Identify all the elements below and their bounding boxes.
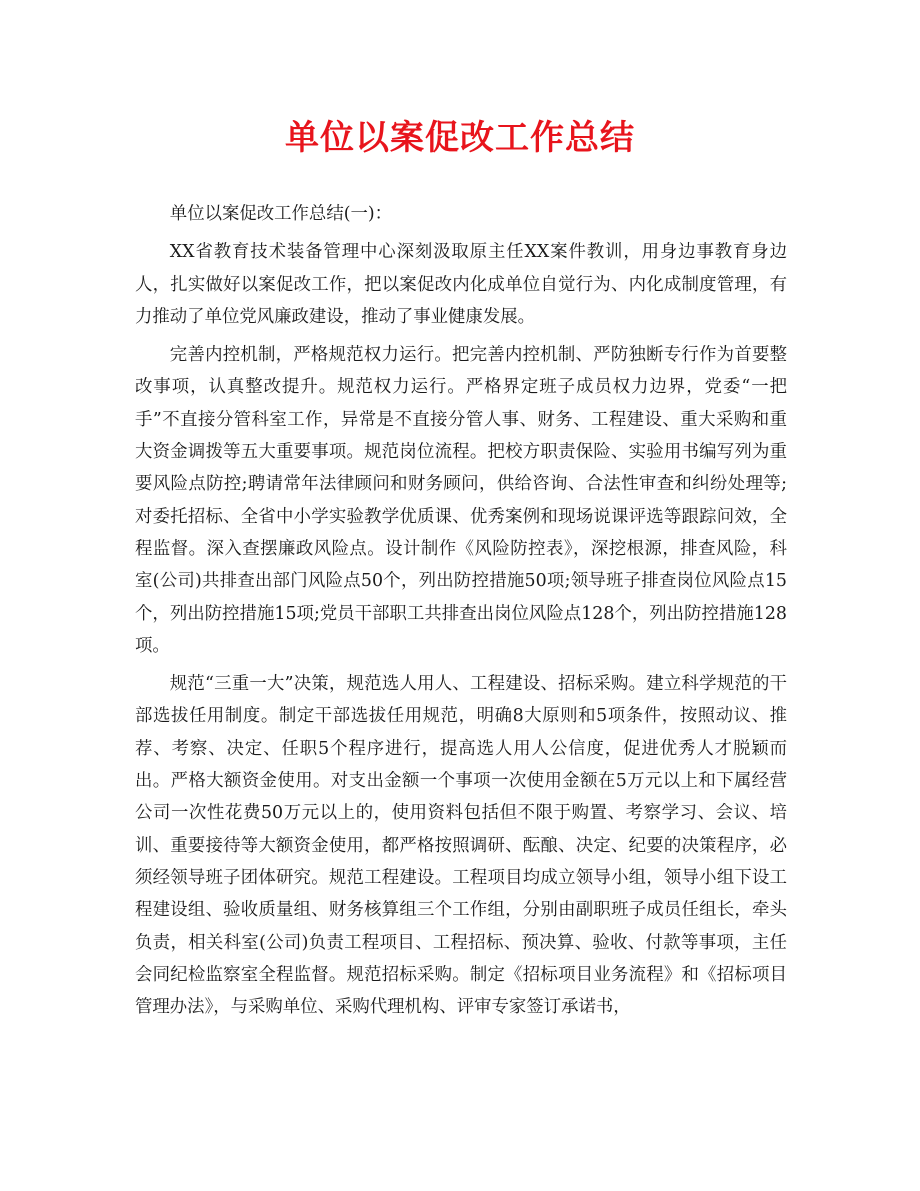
paragraph-internal-control: 完善内控机制，严格规范权力运行。把完善内控机制、严防独断专行作为首要整改事项，认真整改提升。规范权力运行。严格界定班子成员权力边界，党委“一把手”不直接分管科室工作，异常是不直接分管人事、财务、工程建设、重大采购和重大资金调拨等五大重要事项。规范岗位流程。把校方职责保险、实验用书编写列为重要风险点防控;聘请常年法律顾问和财务顾问，供给咨询、合法性审查和纠纷处理等;对委托招标、全省中小学实验教学优质课、优秀案例和现场说课评选等跟踪问效，全程监督。深入查摆廉政风险点。设计制作《风险防控表》，深挖根源，排查风险，科室(公司)共排查出部门风险点50个，列出防控措施50项;领导班子排查岗位风险点15个，列出防控措施15项;党员干部职工共排查出岗位风险点128个，列出防控措施128项。 bbox=[135, 345, 787, 656]
paragraph-subtitle: 单位以案促改工作总结(一)： bbox=[169, 204, 393, 224]
document-body bbox=[135, 198, 787, 1029]
document-title: 单位以案促改工作总结 bbox=[285, 118, 635, 158]
paragraph-decision-making: 规范“三重一大”决策，规范选人用人、工程建设、招标采购。建立科学规范的干部选拔任用制度。制定干部选拔任用规范，明确8大原则和5项条件，按照动议、推荐、考察、决定、任职5个程序进行，提高选人用人公信度，促进优秀人才脱颖而出。严格大额资金使用。对支出金额一个事项一次使用金额在5万元以上和下属经营公司一次性花费50万元以上的，使用资料包括但不限于购置、考察学习、会议、培训、重要接待等大额资金使用，都严格按照调研、酝酿、决定、纪要的决策程序，必须经领导班子团体研究。规范工程建设。工程项目均成立领导小组，领导小组下设工程建设组、验收质量组、财务核算组三个工作组，分别由副职班子成员任组长，牵头负责，相关科室(公司)负责工程项目、工程招标、预决算、验收、付款等事项，主任会同纪检监察室全程监督。规范招标采购。制定《招标项目业务流程》和《招标项目管理办法》，与采购单位、采购代理机构、评审专家签订承诺书， bbox=[135, 674, 787, 1018]
paragraph-intro: XX省教育技术装备管理中心深刻汲取原主任XX案件教训，用身边事教育身边人，扎实做好以案促改工作，把以案促改内化成单位自觉行为、内化成制度管理，有力推动了单位党风廉政建设，推动了事业健康发展。 bbox=[135, 242, 787, 327]
